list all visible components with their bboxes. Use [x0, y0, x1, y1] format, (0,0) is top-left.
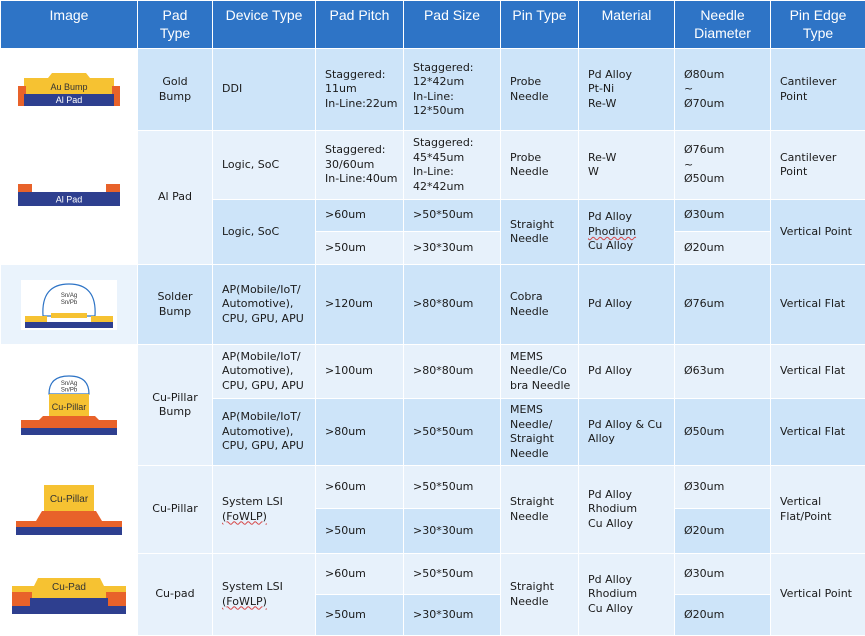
al2-pad-pitch: >60um: [316, 200, 404, 232]
gold-pin-edge-type: Cantilever Point: [771, 49, 865, 131]
cu-pad-diagram: [8, 570, 130, 620]
al2-pin-edge-type: Vertical Point: [771, 200, 865, 265]
gold-material: Pd Alloy Pt-Ni Re-W: [579, 49, 675, 131]
header-pin-edge-type: Pin Edge Type: [771, 1, 865, 49]
al3-pad-size: >30*30um: [404, 232, 501, 265]
cupad1-device-type-1: System LSI: [222, 580, 283, 593]
cupad1-device-type-2: (FoWLP): [222, 595, 267, 608]
cupad2-pad-size: >30*30um: [404, 595, 501, 636]
al1-pin-edge-type: Cantilever Point: [771, 131, 865, 200]
al2-material-2: Phodium: [588, 225, 636, 238]
cupb2-pin-edge-type: Vertical Flat: [771, 399, 865, 466]
cupil1-pad-pitch: >60um: [316, 466, 404, 509]
solder-pin-edge-type: Vertical Flat: [771, 265, 865, 345]
table-row-cu-pillar-1: [1, 466, 865, 509]
cupil2-pad-pitch: >50um: [316, 509, 404, 554]
cu-pillar-bump-pad-type: Cu-Pillar Bump: [138, 345, 213, 466]
sn-pb-label: Sn/Pb: [61, 388, 78, 394]
cupad1-pin-edge-type: Vertical Point: [771, 554, 865, 636]
cupb1-device-type: AP(Mobile/IoT/ Automotive), CPU, GPU, APU: [213, 345, 316, 399]
cu-pillar-image: [1, 466, 138, 554]
au-bump-label: Au Bump: [50, 82, 87, 92]
ubm-shape: [51, 313, 87, 318]
cupad1-pad-pitch: >60um: [316, 554, 404, 595]
cupb2-pad-size: >50*50um: [404, 399, 501, 466]
substrate-shape: [12, 606, 126, 614]
cupad1-device-type: [213, 554, 316, 636]
header-needle-diameter: Needle Diameter: [675, 1, 771, 49]
al2-material: [579, 200, 675, 265]
table-row-solder-bump: [1, 265, 865, 345]
solder-pad-type: Solder Bump: [138, 265, 213, 345]
cu-pillar-label: Cu-Pillar: [50, 494, 89, 505]
cupb1-pin-type: MEMS Needle/Co bra Needle: [501, 345, 579, 399]
cupil1-device-type-2: (FoWLP): [222, 510, 267, 523]
al1-needle-diameter: Ø76um ~ Ø50um: [675, 131, 771, 200]
cupad2-needle-diameter: Ø20um: [675, 595, 771, 636]
al2-pad-size: >50*50um: [404, 200, 501, 232]
cu-pillar-bump-image: [1, 345, 138, 466]
cupb1-needle-diameter: Ø63um: [675, 345, 771, 399]
passivation-left: [12, 592, 32, 606]
solder-needle-diameter: Ø76um: [675, 265, 771, 345]
cupb1-pad-pitch: >100um: [316, 345, 404, 399]
cupil1-material: Pd Alloy Rhodium Cu Alloy: [579, 466, 675, 554]
cu-pad-label: Cu-Pad: [52, 582, 86, 593]
cupb2-pad-pitch: >80um: [316, 399, 404, 466]
solder-pin-type: Cobra Needle: [501, 265, 579, 345]
cu-pad-image: [1, 554, 138, 636]
cupb2-pin-type: MEMS Needle/ Straight Needle: [501, 399, 579, 466]
cupb1-material: Pd Alloy: [579, 345, 675, 399]
al1-pin-type: Probe Needle: [501, 131, 579, 200]
cupil1-needle-diameter: Ø30um: [675, 466, 771, 509]
substrate-shape: [16, 527, 122, 535]
solder-bump-image: [1, 265, 138, 345]
pad-base-shape: [30, 598, 108, 606]
cupil2-pad-size: >30*30um: [404, 509, 501, 554]
cupil1-pad-size: >50*50um: [404, 466, 501, 509]
header-pad-pitch: Pad Pitch: [316, 1, 404, 49]
gold-pad-pitch: Staggered: 11um In-Line:22um: [316, 49, 404, 131]
cu-pillar-diagram: [12, 481, 126, 539]
gold-pad-type: Gold Bump: [138, 49, 213, 131]
sn-pb-label: Sn/Pb: [61, 300, 78, 306]
al3-pad-pitch: >50um: [316, 232, 404, 265]
header-row: [1, 1, 865, 49]
gold-bump-image: [1, 49, 138, 131]
header-pad-type: Pad Type: [138, 1, 213, 49]
al2-device-type: Logic, SoC: [213, 200, 316, 265]
gold-device-type: DDI: [213, 49, 316, 131]
table-row-gold-bump: [1, 49, 865, 131]
sn-ag-label: Sn/Ag: [61, 381, 77, 387]
solder-bump-diagram: [21, 280, 117, 330]
cupil1-pin-type: Straight Needle: [501, 466, 579, 554]
al-pad-type: Al Pad: [138, 131, 213, 265]
cupad1-pad-size: >50*50um: [404, 554, 501, 595]
al2-material-3: Cu Alloy: [588, 239, 633, 252]
solder-device-type: AP(Mobile/IoT/ Automotive), CPU, GPU, APU: [213, 265, 316, 345]
gold-pin-type: Probe Needle: [501, 49, 579, 131]
passivation-shape: [21, 416, 117, 428]
cupb1-pin-edge-type: Vertical Flat: [771, 345, 865, 399]
table-row-cu-pad-1: [1, 554, 865, 595]
cu-pad-pad-type: Cu-pad: [138, 554, 213, 636]
solder-pad-size: >80*80um: [404, 265, 501, 345]
cupil2-needle-diameter: Ø20um: [675, 509, 771, 554]
cupb2-needle-diameter: Ø50um: [675, 399, 771, 466]
al-pad-label: Al Pad: [56, 95, 83, 105]
al1-pad-pitch: Staggered: 30/60um In-Line:40um: [316, 131, 404, 200]
header-material: Material: [579, 1, 675, 49]
al1-material: Re-W W: [579, 131, 675, 200]
gold-needle-diameter: Ø80um ~ Ø70um: [675, 49, 771, 131]
cupb2-device-type: AP(Mobile/IoT/ Automotive), CPU, GPU, APU: [213, 399, 316, 466]
cupb1-pad-size: >80*80um: [404, 345, 501, 399]
al1-device-type: Logic, SoC: [213, 131, 316, 200]
header-image: Image: [1, 1, 138, 49]
cu-pillar-pad-type: Cu-Pillar: [138, 466, 213, 554]
al-pad-image: [1, 131, 138, 265]
gold-pad-size: Staggered: 12*42um In-Line: 12*50um: [404, 49, 501, 131]
substrate-shape: [25, 322, 113, 328]
cupad1-pin-type: Straight Needle: [501, 554, 579, 636]
cupil1-device-type: [213, 466, 316, 554]
cupil1-device-type-1: System LSI: [222, 495, 283, 508]
solder-material: Pd Alloy: [579, 265, 675, 345]
solder-pad-pitch: >120um: [316, 265, 404, 345]
al-pad-diagram: [8, 178, 130, 218]
cupad2-pad-pitch: >50um: [316, 595, 404, 636]
al2-needle-diameter: Ø30um: [675, 200, 771, 232]
al2-material-1: Pd Alloy: [588, 210, 632, 223]
al-pad-label: Al Pad: [56, 194, 83, 204]
passivation-shape: [16, 511, 122, 527]
cupil1-pin-edge-type: Vertical Flat/Point: [771, 466, 865, 554]
al2-pin-type: Straight Needle: [501, 200, 579, 265]
cu-pillar-label: Cu-Pillar: [52, 402, 87, 412]
table-row-cu-pillar-bump-1: [1, 345, 865, 399]
header-pad-size: Pad Size: [404, 1, 501, 49]
gold-bump-diagram: [8, 64, 130, 116]
table-row-al-pad-1: [1, 131, 865, 200]
cu-pillar-bump-diagram: [17, 372, 121, 438]
al3-needle-diameter: Ø20um: [675, 232, 771, 265]
header-device-type: Device Type: [213, 1, 316, 49]
cupad1-needle-diameter: Ø30um: [675, 554, 771, 595]
cupb2-material: Pd Alloy & Cu Alloy: [579, 399, 675, 466]
passivation-right: [106, 592, 126, 606]
sn-ag-label: Sn/Ag: [61, 293, 77, 299]
cupad1-material: Pd Alloy Rhodium Cu Alloy: [579, 554, 675, 636]
header-pin-type: Pin Type: [501, 1, 579, 49]
substrate-shape: [21, 428, 117, 435]
al1-pad-size: Staggered: 45*45um In-Line: 42*42um: [404, 131, 501, 200]
